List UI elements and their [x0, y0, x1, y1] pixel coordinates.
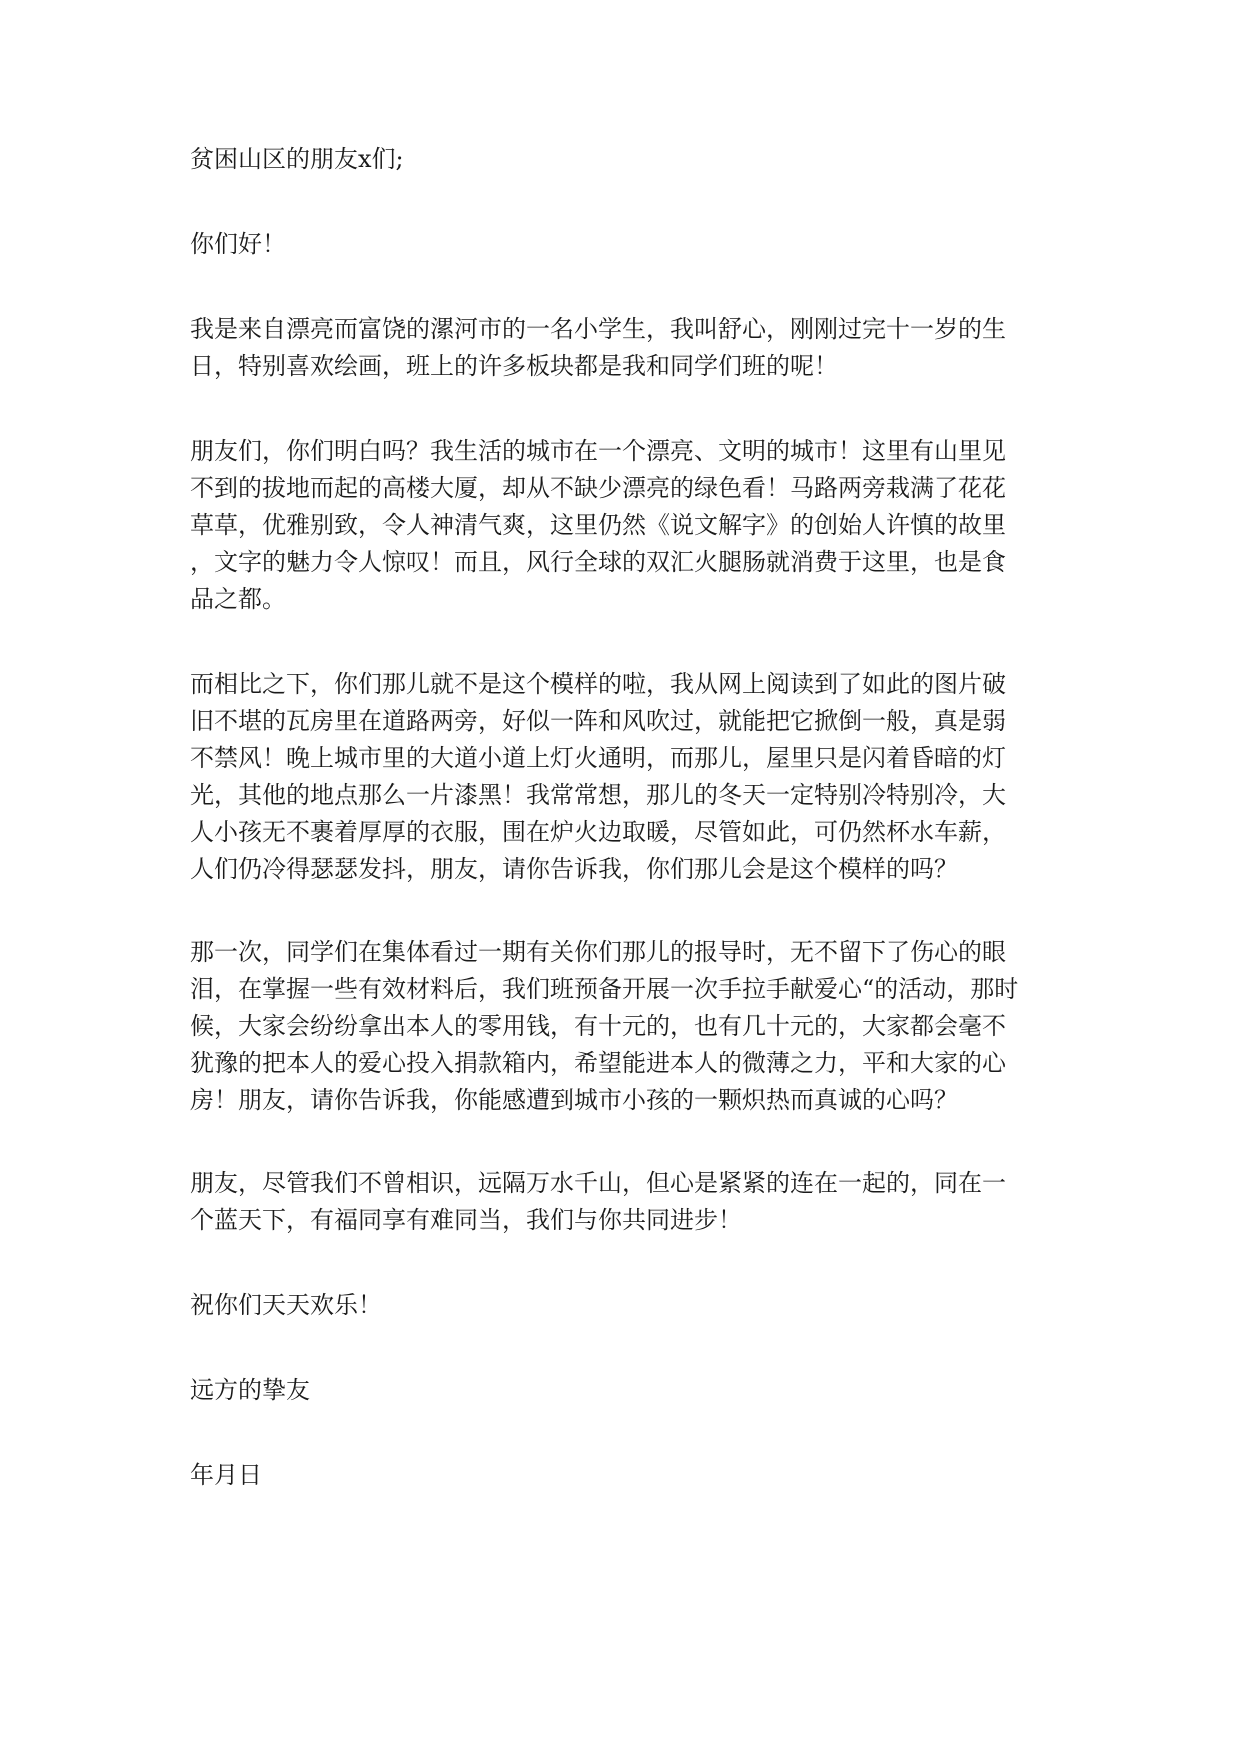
- paragraph-line: 旧不堪的瓦房里在道路两旁，好似一阵和风吹过，就能把它掀倒一般，真是弱: [190, 707, 1006, 735]
- paragraph-line: ，文字的魅力令人惊叹！而且，风行全球的双汇火腿肠就消费于这里，也是食: [190, 548, 1006, 576]
- paragraph-3: [190, 666, 1048, 888]
- paragraph-line: 而相比之下，你们那儿就不是这个模样的啦，我从网上阅读到了如此的图片破: [190, 670, 1006, 698]
- paragraph-line: 朋友，尽管我们不曾相识，远隔万水千山，但心是紧紧的连在一起的，同在一: [190, 1169, 1006, 1197]
- paragraph-line: 我是来自漂亮而富饶的漯河市的一名小学生，我叫舒心，刚刚过完十一岁的生: [190, 315, 1006, 343]
- paragraph-line: 候，大家会纷纷拿出本人的零用钱，有十元的，也有几十元的，大家都会毫不: [190, 1012, 1006, 1040]
- paragraph-line: 那一次，同学们在集体看过一期有关你们那儿的报导时，无不留下了伤心的眼: [190, 938, 1006, 966]
- paragraph-line: 个蓝天下，有福同享有难同当，我们与你共同进步！: [190, 1206, 742, 1234]
- paragraph-line: 人们仍冷得瑟瑟发抖，朋友，请你告诉我，你们那儿会是这个模样的吗？: [190, 855, 958, 883]
- paragraph-line: 品之都。: [190, 585, 286, 613]
- paragraph-4: [190, 934, 1048, 1119]
- paragraph-line: 不禁风！晚上城市里的大道小道上灯火通明，而那儿，屋里只是闪着昏暗的灯: [190, 744, 1006, 772]
- paragraph-line: 光，其他的地点那么一片漆黑！我常常想，那儿的冬天一定特别冷特别冷，大: [190, 781, 1006, 809]
- closing: 祝你们天天欢乐！: [190, 1291, 382, 1319]
- paragraph-line: 朋友们，你们明白吗？我生活的城市在一个漂亮、文明的城市！这里有山里见: [190, 437, 1006, 465]
- paragraph-line: 房！朋友，请你告诉我，你能感遭到城市小孩的一颗炽热而真诚的心吗？: [190, 1086, 958, 1114]
- paragraph-2: [190, 433, 1048, 618]
- paragraph-line: 草草，优雅别致，令人神清气爽，这里仍然《说文解字》的创始人许慎的故里: [190, 511, 1006, 539]
- salutation: 贫困山区的朋友x们;: [190, 145, 404, 173]
- paragraph-line: 泪，在掌握一些有效材料后，我们班预备开展一次手拉手献爱心“的活动，那时: [190, 975, 1019, 1003]
- paragraph-line: 人小孩无不裹着厚厚的衣服，围在炉火边取暖，尽管如此，可仍然杯水车薪，: [190, 818, 1006, 846]
- greeting: 你们好！: [190, 230, 286, 258]
- paragraph-1: [190, 311, 1048, 385]
- date-line: 年月日: [190, 1461, 262, 1489]
- signature: 远方的挚友: [190, 1376, 310, 1404]
- paragraph-5: [190, 1165, 1048, 1239]
- paragraph-line: 不到的拔地而起的高楼大厦，却从不缺少漂亮的绿色看！马路两旁栽满了花花: [190, 474, 1006, 502]
- paragraph-line: 犹豫的把本人的爱心投入捐款箱内，希望能进本人的微薄之力，平和大家的心: [190, 1049, 1006, 1077]
- paragraph-line: 日，特别喜欢绘画，班上的许多板块都是我和同学们班的呢！: [190, 352, 838, 380]
